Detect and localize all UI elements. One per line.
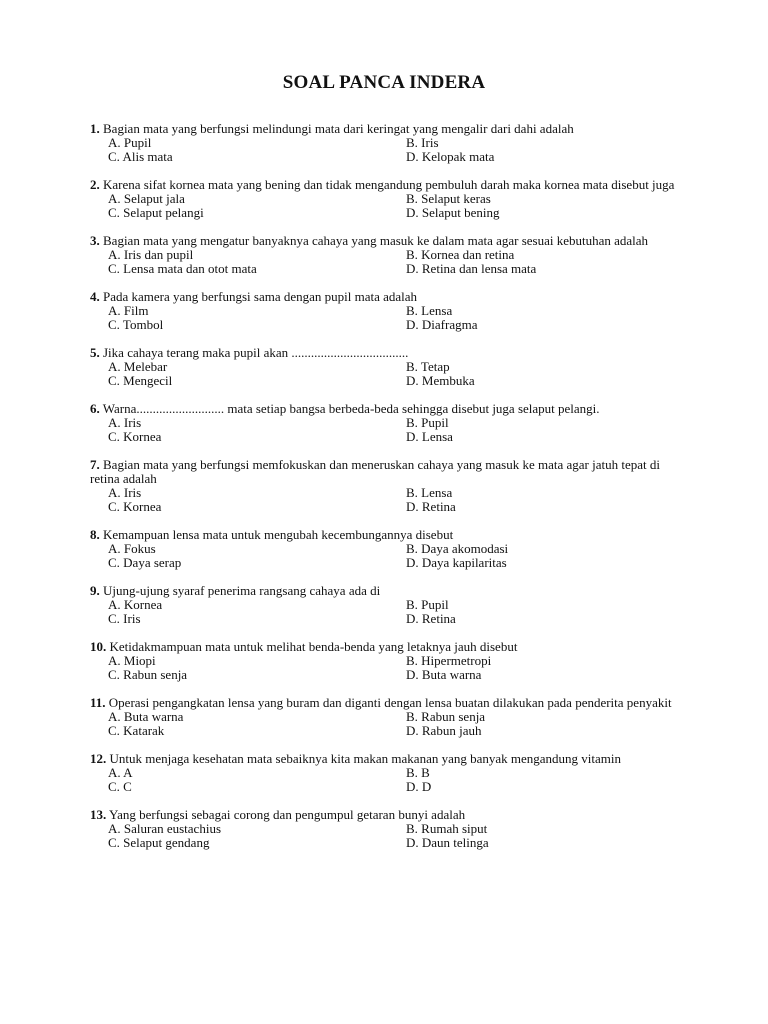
option-c: C. Mengecil [108,373,173,388]
option-a: A. Melebar [108,359,168,374]
option-c: C. Selaput gendang [108,835,210,850]
question-body: Yang berfungsi sebagai corong dan pengumpul getaran bunyi adalah [106,807,466,822]
option-b: B. Lensa [406,485,453,500]
option-d: D. Rabun jauh [406,723,482,738]
question-list [90,122,680,864]
question-number: 6. [90,401,100,416]
question-body: Untuk menjaga kesehatan mata sebaiknya kita makan makanan yang banyak mengandung vitamin [106,751,622,766]
question-text [90,752,680,766]
option-b: B. Rabun senja [406,709,486,724]
option-d: D. Retina [406,499,456,514]
question-text [90,290,680,304]
question-item [90,122,680,164]
question-body: Karena sifat kornea mata yang bening dan tidak mengandung pembuluh darah maka kornea mata disebut juga [99,177,675,192]
question-text [90,584,680,598]
question-item [90,752,680,794]
option-b: B. Selaput keras [406,191,491,206]
answer-options [108,654,680,682]
option-d: D. Buta warna [406,667,482,682]
question-body: Bagian mata yang mengatur banyaknya cahaya yang masuk ke dalam mata agar sesuai kebutuhan adalah [99,233,649,248]
answer-options [108,136,680,164]
option-d: D. Kelopak mata [406,149,495,164]
question-text [90,640,680,654]
option-c: C. Selaput pelangi [108,205,204,220]
answer-options [108,304,680,332]
question-number: 2. [90,177,100,192]
option-c: C. Iris [108,611,141,626]
answer-options [108,822,680,850]
question-number: 3. [90,233,100,248]
question-text [90,808,680,822]
option-d: D. Membuka [406,373,475,388]
question-number: 5. [90,345,100,360]
option-d: D. Selaput bening [406,205,500,220]
option-a: A. Buta warna [108,709,184,724]
option-b: B. Tetap [406,359,450,374]
option-c: C. Daya serap [108,555,182,570]
option-b: B. Lensa [406,303,453,318]
question-item [90,584,680,626]
option-a: A. Saluran eustachius [108,821,222,836]
option-c: C. C [108,779,132,794]
option-c: C. Alis mata [108,149,173,164]
question-body: Ujung-ujung syaraf penerima rangsang cahaya ada di [99,583,381,598]
answer-options [108,542,680,570]
question-text [90,178,680,192]
question-number: 11. [90,695,106,710]
answer-options [108,360,680,388]
option-a: A. Film [108,303,149,318]
option-b: B. Iris [406,135,439,150]
option-d: D. Diafragma [406,317,478,332]
answer-options [108,192,680,220]
question-item [90,290,680,332]
option-b: B. Kornea dan retina [406,247,515,262]
option-d: D. Daya kapilaritas [406,555,507,570]
option-b: B. Pupil [406,415,449,430]
option-c: C. Rabun senja [108,667,188,682]
question-text [90,528,680,542]
option-c: C. Kornea [108,499,162,514]
answer-options [108,486,680,514]
question-body: Warna........................... mata setiap bangsa berbeda-beda sehingga disebut juga selaput pelangi. [99,401,600,416]
option-b: B. Hipermetropi [406,653,492,668]
option-c: C. Tombol [108,317,164,332]
option-b: B. B [406,765,430,780]
answer-options [108,416,680,444]
question-body: Pada kamera yang berfungsi sama dengan pupil mata adalah [99,289,418,304]
answer-options [108,598,680,626]
question-number: 7. [90,457,100,472]
question-body: Operasi pengangkatan lensa yang buram dan diganti dengan lensa buatan dilakukan pada penderita penyakit [105,695,672,710]
question-text [90,346,680,360]
question-item [90,808,680,850]
option-b: B. Rumah siput [406,821,488,836]
page-title: SOAL PANCA INDERA [282,72,486,93]
question-body: Jika cahaya terang maka pupil akan .................................... [99,345,409,360]
option-c: C. Kornea [108,429,162,444]
question-item [90,234,680,276]
question-text [90,122,680,136]
option-a: A. Fokus [108,541,156,556]
question-text [90,402,680,416]
answer-options [108,248,680,276]
question-item [90,178,680,220]
question-number: 13. [90,807,107,822]
option-a: A. Miopi [108,653,156,668]
option-a: A. Iris [108,415,142,430]
option-a: A. A [108,765,133,780]
option-a: A. Iris [108,485,142,500]
question-text [90,234,680,248]
question-number: 4. [90,289,100,304]
option-d: D. Daun telinga [406,835,489,850]
option-a: A. Selaput jala [108,191,185,206]
question-text [90,696,680,710]
question-body: Kemampuan lensa mata untuk mengubah kecembungannya disebut [99,527,454,542]
question-item [90,528,680,570]
option-c: C. Katarak [108,723,165,738]
question-item [90,402,680,444]
option-b: B. Daya akomodasi [406,541,509,556]
option-d: D. D [406,779,432,794]
option-d: D. Lensa [406,429,453,444]
question-number: 10. [90,639,107,654]
question-number: 9. [90,583,100,598]
question-number: 8. [90,527,100,542]
question-item [90,696,680,738]
answer-options [108,766,680,794]
option-a: A. Iris dan pupil [108,247,194,262]
question-body: Bagian mata yang berfungsi melindungi mata dari keringat yang mengalir dari dahi adalah [99,121,574,136]
question-number: 12. [90,751,107,766]
question-item [90,346,680,388]
question-item [90,458,680,514]
question-number: 1. [90,121,100,136]
option-a: A. Kornea [108,597,163,612]
answer-options [108,710,680,738]
question-item [90,640,680,682]
question-body: Ketidakmampuan mata untuk melihat benda-benda yang letaknya jauh disebut [106,639,518,654]
option-c: C. Lensa mata dan otot mata [108,261,257,276]
option-b: B. Pupil [406,597,449,612]
option-a: A. Pupil [108,135,152,150]
option-d: D. Retina [406,611,456,626]
question-text [90,458,680,486]
option-d: D. Retina dan lensa mata [406,261,537,276]
question-body: Bagian mata yang berfungsi memfokuskan dan meneruskan cahaya yang masuk ke mata agar jatuh tepat di retina adalah [90,457,661,486]
